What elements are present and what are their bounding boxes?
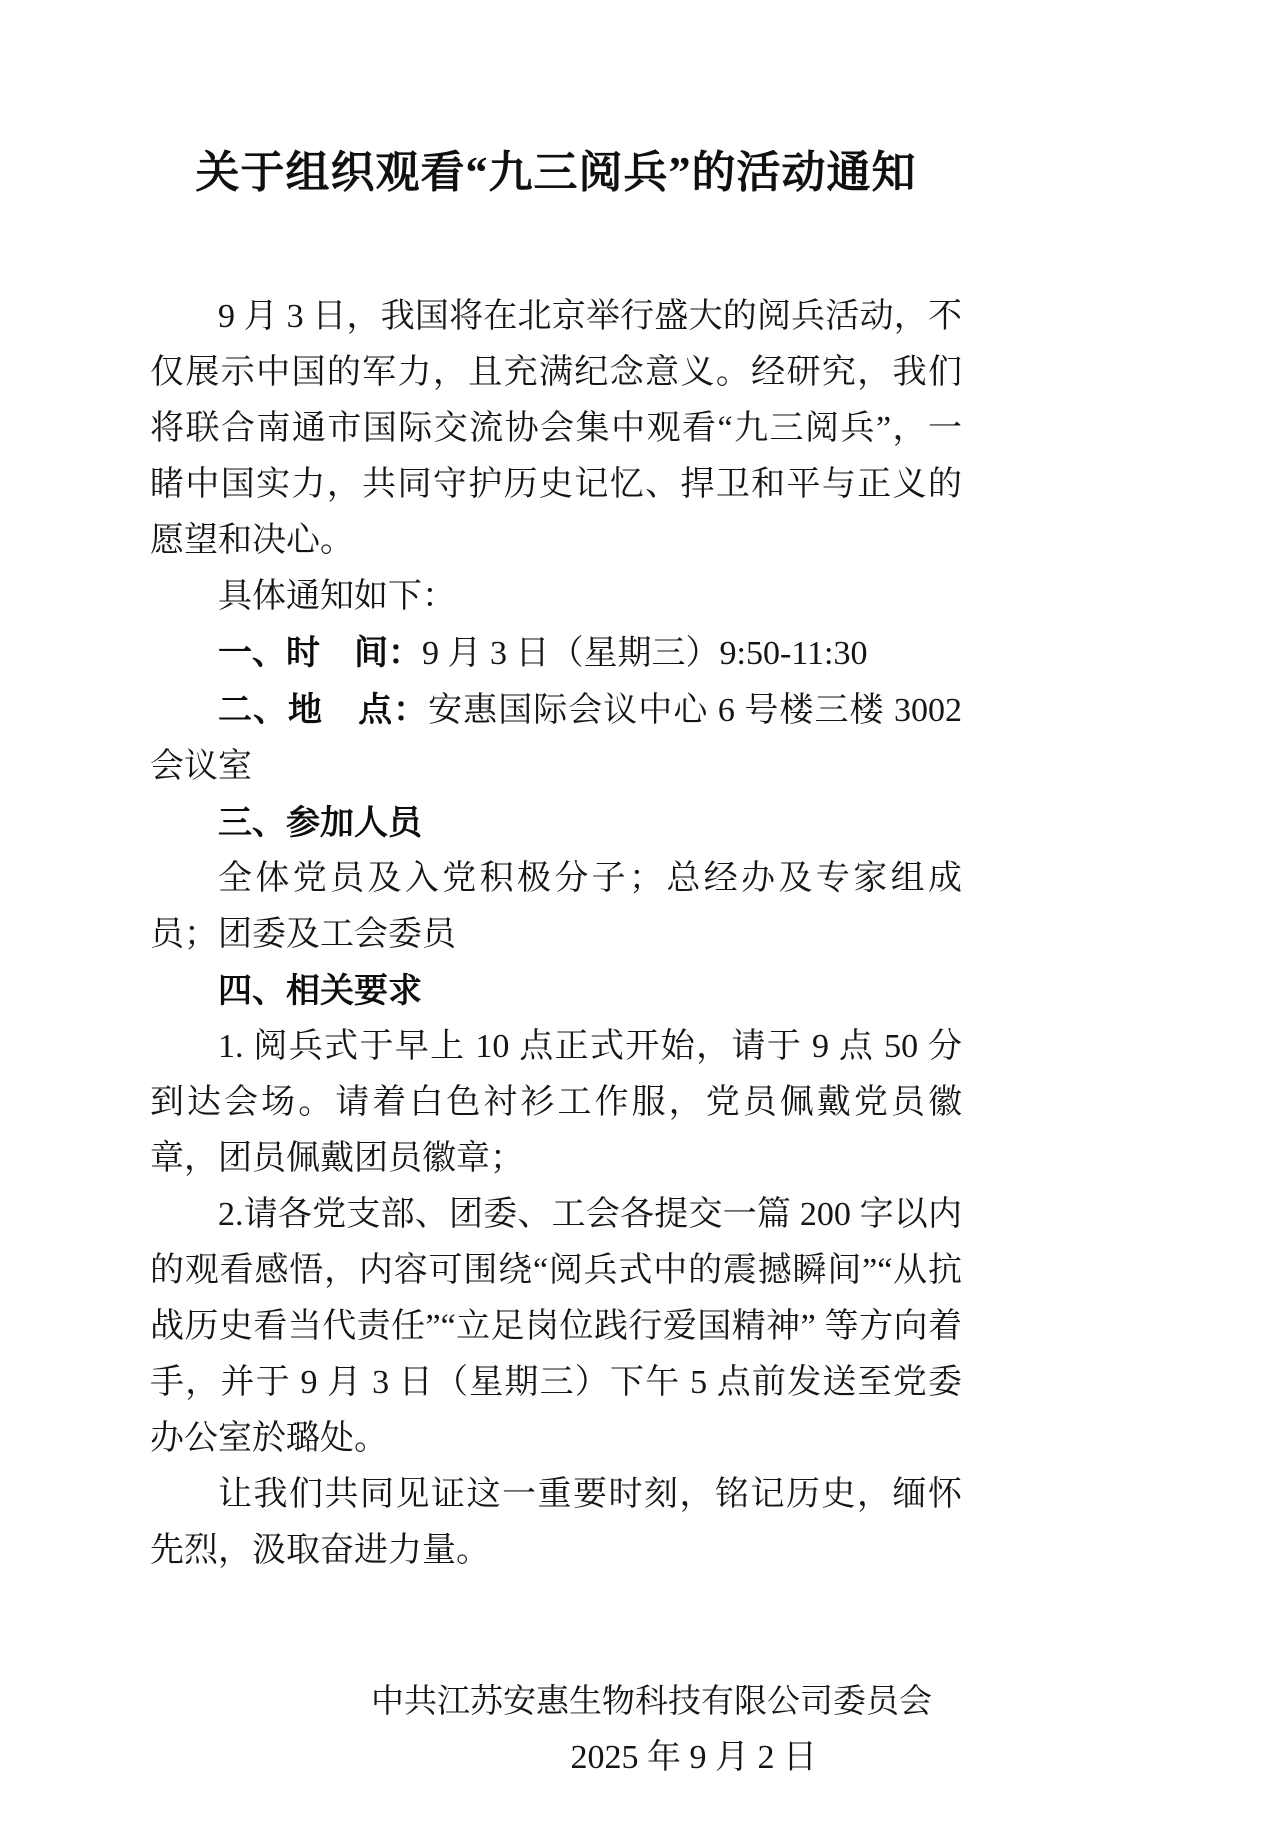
requirement-2-paragraph: 2.请各党支部、团委、工会各提交一篇 200 字以内的观看感悟，内容可围绕“阅兵式中的震撼瞬间”“从抗战历史看当代责任”“立足岗位践行爱国精神” 等方向着手，并于 9 月 3 日（星期三）下午 5 点前发送至党委办公室於璐处。 — [150, 1196, 962, 1457]
section-requirements-heading: 四、相关要求 — [218, 972, 422, 1010]
intro-paragraph: 9 月 3 日，我国将在北京举行盛大的阅兵活动，不仅展示中国的军力，且充满纪念意义。经研究，我们将联合南通市国际交流协会集中观看“九三阅兵”，一睹中国实力，共同守护历史记忆、捍卫和平与正义的愿望和决心。 — [150, 298, 962, 559]
document-body — [150, 289, 962, 1579]
closing-paragraph: 让我们共同见证这一重要时刻，铭记历史，缅怀先烈，汲取奋进力量。 — [150, 1476, 962, 1569]
notice-content — [150, 0, 962, 1786]
section-participants-heading: 三、参加人员 — [218, 804, 422, 842]
requirement-1-paragraph: 1. 阅兵式于早上 10 点正式开始，请于 9 点 50 分到达会场。请着白色衬衫工作服，党员佩戴党员徽章，团员佩戴团员徽章； — [150, 1028, 962, 1177]
issuer-signature: 中共江苏安惠生物科技有限公司委员会 — [371, 1684, 932, 1720]
issue-date: 2025 年 9 月 2 日 — [570, 1739, 817, 1776]
item-place — [150, 682, 962, 795]
participants-paragraph: 全体党员及入党积极分子；总经办及专家组成员；团委及工会委员 — [150, 860, 962, 953]
item-time — [150, 625, 962, 682]
notice-lead-in: 具体通知如下： — [218, 578, 456, 615]
signature-block — [150, 1674, 962, 1786]
item-time-value: 9 月 3 日（星期三）9:50-11:30 — [422, 635, 868, 672]
item-place-value: 安惠国际会议中心 6 号楼三楼 3002 会议室 — [150, 692, 963, 785]
item-place-label: 二、地 点： — [218, 691, 429, 729]
item-time-label: 一、时 间： — [218, 634, 422, 672]
document-title: 关于组织观看“九三阅兵”的活动通知 — [195, 148, 917, 197]
